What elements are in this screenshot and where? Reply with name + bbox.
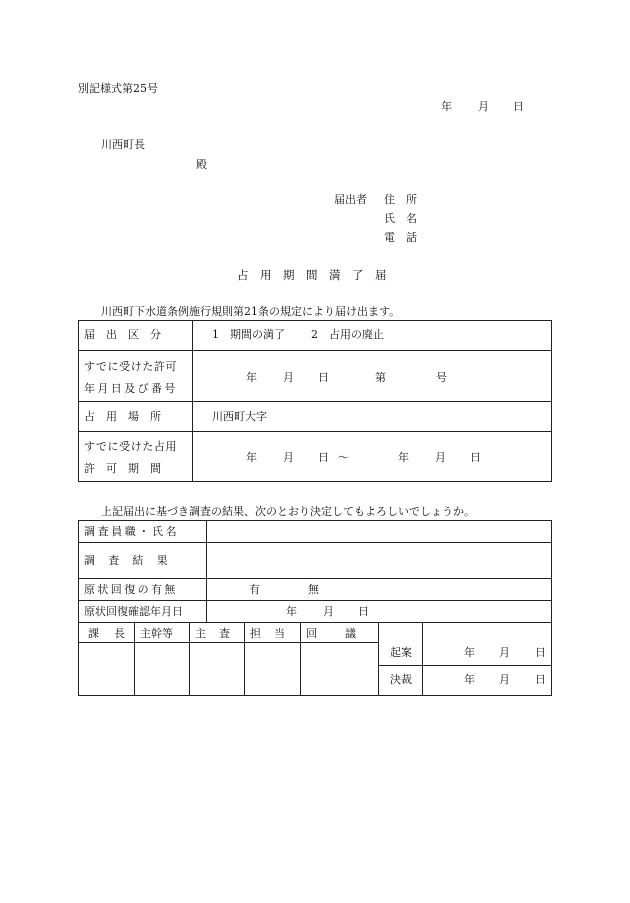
kessai-year: 年	[464, 673, 475, 686]
applicant-address-label: 住 所	[384, 193, 417, 206]
date-day: 日	[513, 100, 524, 113]
option-abolish: 2 占用の廃止	[311, 328, 384, 341]
restore-yes: 有	[249, 583, 260, 596]
kian-day: 日	[535, 646, 546, 659]
kessai-month: 月	[499, 673, 510, 686]
row2-month: 月	[283, 371, 294, 384]
applicant-phone-label: 電 話	[384, 231, 417, 244]
table2-row2-label: 調 査 結 果	[84, 554, 169, 567]
table2-row3-label: 原状回復の有無	[84, 583, 178, 596]
applicant-name-label: 氏 名	[384, 212, 417, 225]
form-number: 別記様式第25号	[78, 82, 158, 95]
table1-row2-label-a: すでに受けた許可	[84, 360, 178, 373]
row4-tilde: ～	[338, 451, 349, 464]
kian-label: 起案	[390, 646, 412, 659]
table1-row2-label-b: 年月日及び番号	[84, 382, 178, 395]
date-month: 月	[478, 100, 489, 113]
kessai-day: 日	[535, 673, 546, 686]
table2-row1-label: 調査員職・氏名	[84, 525, 180, 538]
table1-row3-label: 占 用 場 所	[84, 410, 161, 423]
addressee-name: 川西町長	[101, 138, 145, 151]
date-year: 年	[441, 100, 452, 113]
approval-inspector: 主 査	[195, 627, 231, 640]
occupancy-place: 川西町大字	[212, 410, 267, 423]
row2-dai: 第	[375, 371, 386, 384]
document-title: 占 用 期 間 満 了 届	[237, 268, 387, 282]
approval-chief-staff: 主幹等	[140, 627, 173, 640]
restore-no: 無	[308, 583, 319, 596]
kessai-label: 決裁	[390, 673, 412, 686]
row2-year: 年	[246, 371, 257, 384]
row4-year2: 年	[398, 451, 409, 464]
row2-go: 号	[436, 371, 447, 384]
approval-in-charge: 担 当	[250, 627, 286, 640]
approval-circulation: 回 議	[306, 627, 358, 640]
addressee-honorific: 殿	[196, 158, 207, 171]
table2-row4-label: 原状回復確認年月日	[84, 605, 183, 618]
restore-day: 日	[358, 605, 369, 618]
kian-month: 月	[499, 646, 510, 659]
row2-day: 日	[318, 371, 329, 384]
applicant-label: 届出者	[334, 193, 367, 206]
kian-year: 年	[464, 646, 475, 659]
row4-month1: 月	[283, 451, 294, 464]
row4-month2: 月	[435, 451, 446, 464]
approval-section-chief: 課 長	[88, 627, 127, 640]
row4-day1: 日	[318, 451, 329, 464]
table1-row1-label: 届 出 区 分	[84, 328, 161, 341]
row4-year1: 年	[246, 451, 257, 464]
restore-month: 月	[323, 605, 334, 618]
option-period-end: 1 期間の満了	[212, 328, 285, 341]
restore-year: 年	[286, 605, 297, 618]
table1-row4-label-a: すでに受けた占用	[84, 440, 178, 453]
intro2-text: 上記届出に基づき調査の結果、次のとおり決定してもよろしいでしょうか。	[101, 505, 475, 518]
intro-text: 川西町下水道条例施行規則第21条の規定により届け出ます。	[101, 305, 401, 318]
row4-day2: 日	[470, 451, 481, 464]
table1-row4-label-b: 許 可 期 間	[84, 462, 161, 475]
